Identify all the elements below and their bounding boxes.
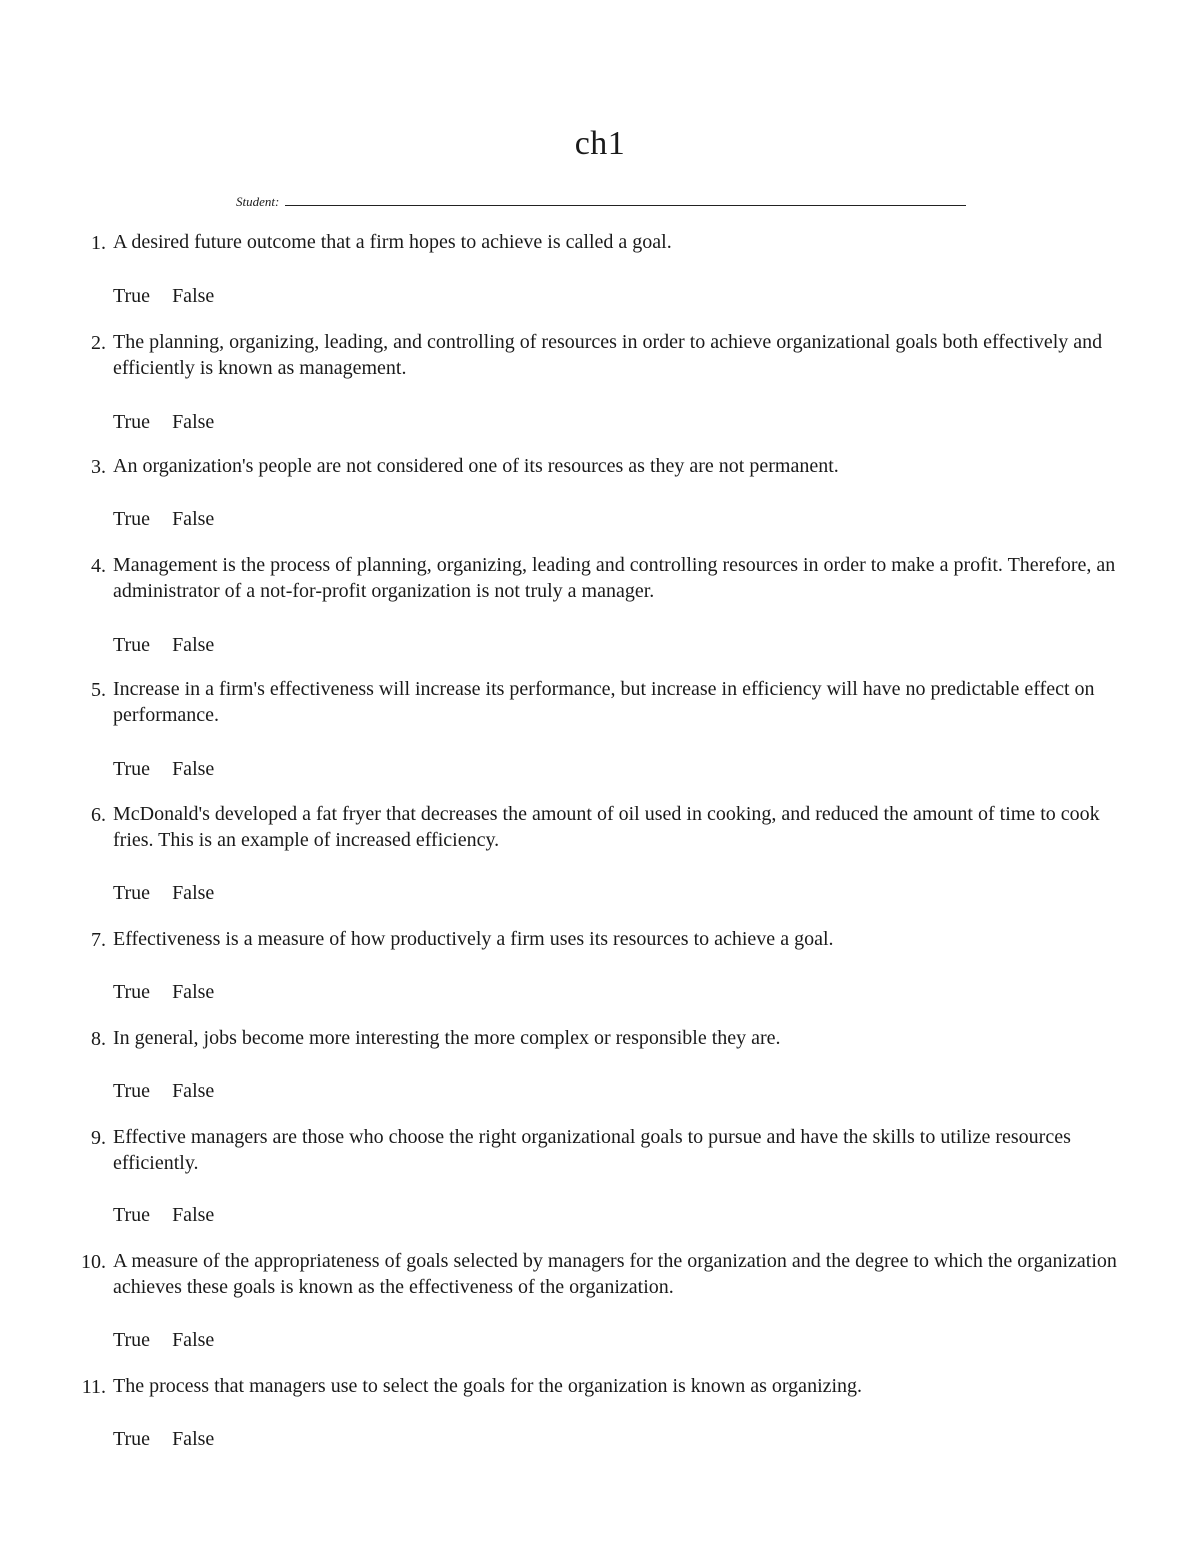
question-text: Effectiveness is a measure of how productively a firm uses its resources to achieve a goal. (113, 928, 834, 950)
question-number: 1. (91, 232, 106, 254)
option-true[interactable]: True (113, 634, 151, 656)
answer-options (113, 283, 214, 309)
question-text: A desired future outcome that a firm hopes to achieve is called a goal. (113, 231, 672, 253)
option-false[interactable]: False (172, 411, 215, 433)
option-true[interactable]: True (113, 1204, 151, 1226)
question-text: The process that managers use to select the goals for the organization is known as organizing. (113, 1375, 863, 1397)
option-false[interactable]: False (172, 981, 215, 1003)
answer-options (113, 979, 214, 1005)
question-number: 3. (91, 456, 106, 478)
option-true[interactable]: True (113, 285, 151, 307)
question-text: Management is the process of planning, organizing, leading and controlling resources in order to make a profit. Therefore, an administrator of a not-for-profit organization is not truly a manager. (113, 554, 1116, 602)
question-number: 10. (81, 1251, 106, 1273)
option-false[interactable]: False (172, 882, 215, 904)
option-false[interactable]: False (172, 1204, 215, 1226)
student-name-blank (285, 205, 966, 206)
answer-options (113, 506, 214, 532)
option-false[interactable]: False (172, 508, 215, 530)
question-number: 5. (91, 679, 106, 701)
question-number: 11. (81, 1376, 106, 1398)
option-false[interactable]: False (172, 1080, 215, 1102)
option-true[interactable]: True (113, 981, 151, 1003)
answer-options (113, 1426, 214, 1452)
option-false[interactable]: False (172, 1428, 215, 1450)
student-name-row (236, 186, 966, 210)
option-false[interactable]: False (172, 285, 215, 307)
question-text: The planning, organizing, leading, and controlling of resources in order to achieve organizational goals both effectively and efficiently is known as management. (113, 331, 1103, 379)
option-false[interactable]: False (172, 634, 215, 656)
answer-options (113, 632, 214, 658)
answer-options (113, 1202, 214, 1228)
question-text: An organization's people are not considered one of its resources as they are not permanent. (113, 455, 839, 477)
option-true[interactable]: True (113, 758, 151, 780)
question-text: Increase in a firm's effectiveness will increase its performance, but increase in efficiency will have no predictable effect on performance. (113, 678, 1095, 726)
option-true[interactable]: True (113, 411, 151, 433)
question-number: 4. (91, 555, 106, 577)
option-false[interactable]: False (172, 1329, 215, 1351)
question-number: 9. (91, 1127, 106, 1149)
question-text: A measure of the appropriateness of goals selected by managers for the organization and the degree to which the organization achieves these goals is known as the effectiveness of the organization. (113, 1250, 1117, 1298)
student-label: Student: (236, 194, 280, 209)
question-text: McDonald's developed a fat fryer that decreases the amount of oil used in cooking, and reduced the amount of time to cook fries. This is an example of increased efficiency. (113, 803, 1100, 851)
question-number: 7. (91, 929, 106, 951)
answer-options (113, 880, 214, 906)
question-number: 8. (91, 1028, 106, 1050)
option-false[interactable]: False (172, 758, 215, 780)
option-true[interactable]: True (113, 508, 151, 530)
answer-options (113, 1327, 214, 1353)
option-true[interactable]: True (113, 1080, 151, 1102)
option-true[interactable]: True (113, 1329, 151, 1351)
answer-options (113, 409, 214, 435)
question-text: Effective managers are those who choose the right organizational goals to pursue and have the skills to utilize resources efficiently. (113, 1126, 1071, 1174)
question-number: 6. (91, 804, 106, 826)
question-text: In general, jobs become more interesting the more complex or responsible they are. (113, 1027, 781, 1049)
option-true[interactable]: True (113, 1428, 151, 1450)
option-true[interactable]: True (113, 882, 151, 904)
answer-options (113, 1078, 214, 1104)
answer-options (113, 756, 214, 782)
document-title: ch1 (574, 125, 626, 162)
question-number: 2. (91, 332, 106, 354)
